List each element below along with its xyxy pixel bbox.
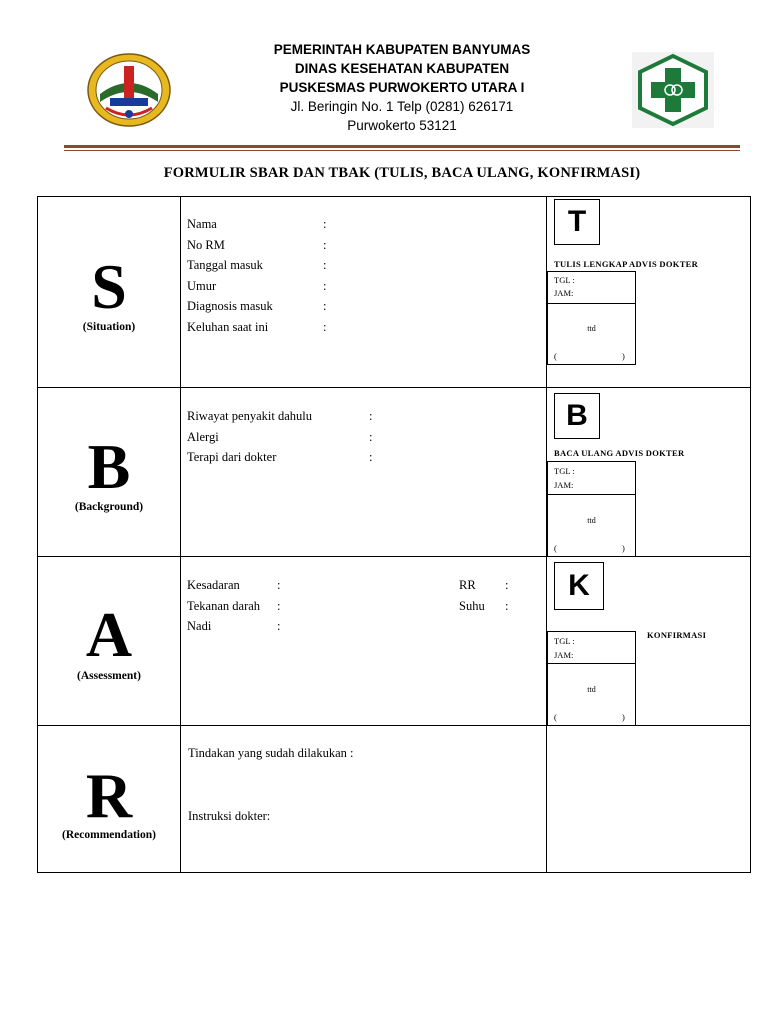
field-kesadaran[interactable]: Kesadaran :	[187, 578, 281, 592]
form-title: FORMULIR SBAR DAN TBAK (TULIS, BACA ULANG, KONFIRMASI)	[163, 165, 641, 181]
baca-jam: JAM:	[554, 480, 574, 490]
situation-fields	[187, 214, 527, 338]
header-address: Jl. Beringin No. 1 Telp (0281) 626171	[290, 99, 514, 114]
banyumas-emblem-icon	[86, 52, 172, 128]
konfirmasi-tgl: TGL :	[554, 636, 575, 646]
header-rule-thin	[64, 150, 740, 151]
puskesmas-logo-icon	[632, 52, 714, 128]
recommendation-letter: R	[85, 760, 133, 831]
background-letter: B	[87, 431, 131, 502]
situation-letter: S	[91, 251, 127, 322]
assessment-label: (Assessment)	[77, 670, 141, 682]
tulis-sig-divider	[548, 303, 635, 304]
tulis-paren-open: (	[554, 351, 557, 361]
tulis-paren-close: )	[622, 351, 625, 361]
tulis-tgl: TGL :	[554, 275, 575, 285]
baca-tgl: TGL :	[554, 466, 575, 476]
konfirmasi-caption: KONFIRMASI	[647, 630, 707, 640]
field-keluhan[interactable]: Keluhan saat ini :	[187, 319, 327, 334]
tulis-caption: TULIS LENGKAP ADVIS DOKTER	[554, 259, 699, 269]
assessment-fields-right	[459, 575, 539, 616]
field-no-rm[interactable]: No RM :	[187, 237, 327, 252]
konfirmasi-signature-box[interactable]	[547, 631, 636, 726]
row-divider-1	[38, 387, 750, 388]
assessment-letter: A	[85, 599, 133, 670]
konfirmasi-paren-close: )	[622, 712, 625, 722]
field-terapi-dokter[interactable]: Terapi dari dokter :	[187, 450, 373, 465]
field-diagnosis-masuk[interactable]: Diagnosis masuk :	[187, 299, 327, 314]
konfirmasi-letter-box: K	[554, 562, 604, 610]
background-fields	[187, 406, 527, 468]
field-suhu[interactable]: Suhu :	[459, 598, 509, 613]
field-rr[interactable]: RR :	[459, 578, 509, 592]
baca-caption: BACA ULANG ADVIS DOKTER	[554, 448, 685, 458]
header-city: Purwokerto 53121	[347, 118, 457, 133]
baca-paren-open: (	[554, 543, 557, 553]
situation-label: (Situation)	[82, 321, 136, 333]
header-rule	[64, 145, 740, 148]
tulis-signature-box[interactable]	[547, 271, 636, 365]
field-nama[interactable]: Nama :	[187, 217, 327, 231]
field-tekanan-darah[interactable]: Tekanan darah :	[187, 598, 281, 613]
baca-paren-close: )	[622, 543, 625, 553]
letterhead-text	[200, 40, 604, 135]
konfirmasi-sig-divider	[548, 663, 635, 664]
col-divider-1	[180, 197, 181, 873]
tulis-ttd: ttd	[587, 324, 596, 333]
konfirmasi-jam: JAM:	[554, 650, 574, 660]
background-label: (Background)	[74, 501, 144, 513]
row-divider-2	[38, 556, 750, 557]
field-alergi[interactable]: Alergi :	[187, 429, 373, 444]
field-umur[interactable]: Umur :	[187, 278, 327, 293]
konfirmasi-ttd: ttd	[587, 685, 596, 694]
konfirmasi-paren-open: (	[554, 712, 557, 722]
tulis-letter-box: T	[554, 199, 600, 245]
row-divider-3	[38, 725, 750, 726]
header-line-2: DINAS KESEHATAN KABUPATEN	[294, 61, 510, 76]
field-tindakan[interactable]: Tindakan yang sudah dilakukan :	[188, 746, 354, 760]
field-tanggal-masuk[interactable]: Tanggal masuk :	[187, 258, 327, 273]
header-line-1: PEMERINTAH KABUPATEN BANYUMAS	[273, 42, 531, 57]
field-riwayat-penyakit[interactable]: Riwayat penyakit dahulu :	[187, 409, 373, 423]
sbar-form-grid	[37, 196, 751, 873]
field-instruksi-dokter[interactable]: Instruksi dokter:	[188, 809, 271, 823]
baca-sig-divider	[548, 494, 635, 495]
recommendation-label: (Recommendation)	[62, 829, 156, 841]
baca-ttd: ttd	[587, 516, 596, 525]
header-line-3: PUSKESMAS PURWOKERTO UTARA I	[279, 80, 525, 95]
baca-letter-box: B	[554, 393, 600, 439]
baca-signature-box[interactable]	[547, 461, 636, 557]
tulis-jam: JAM:	[554, 288, 574, 298]
field-nadi[interactable]: Nadi :	[187, 619, 281, 634]
